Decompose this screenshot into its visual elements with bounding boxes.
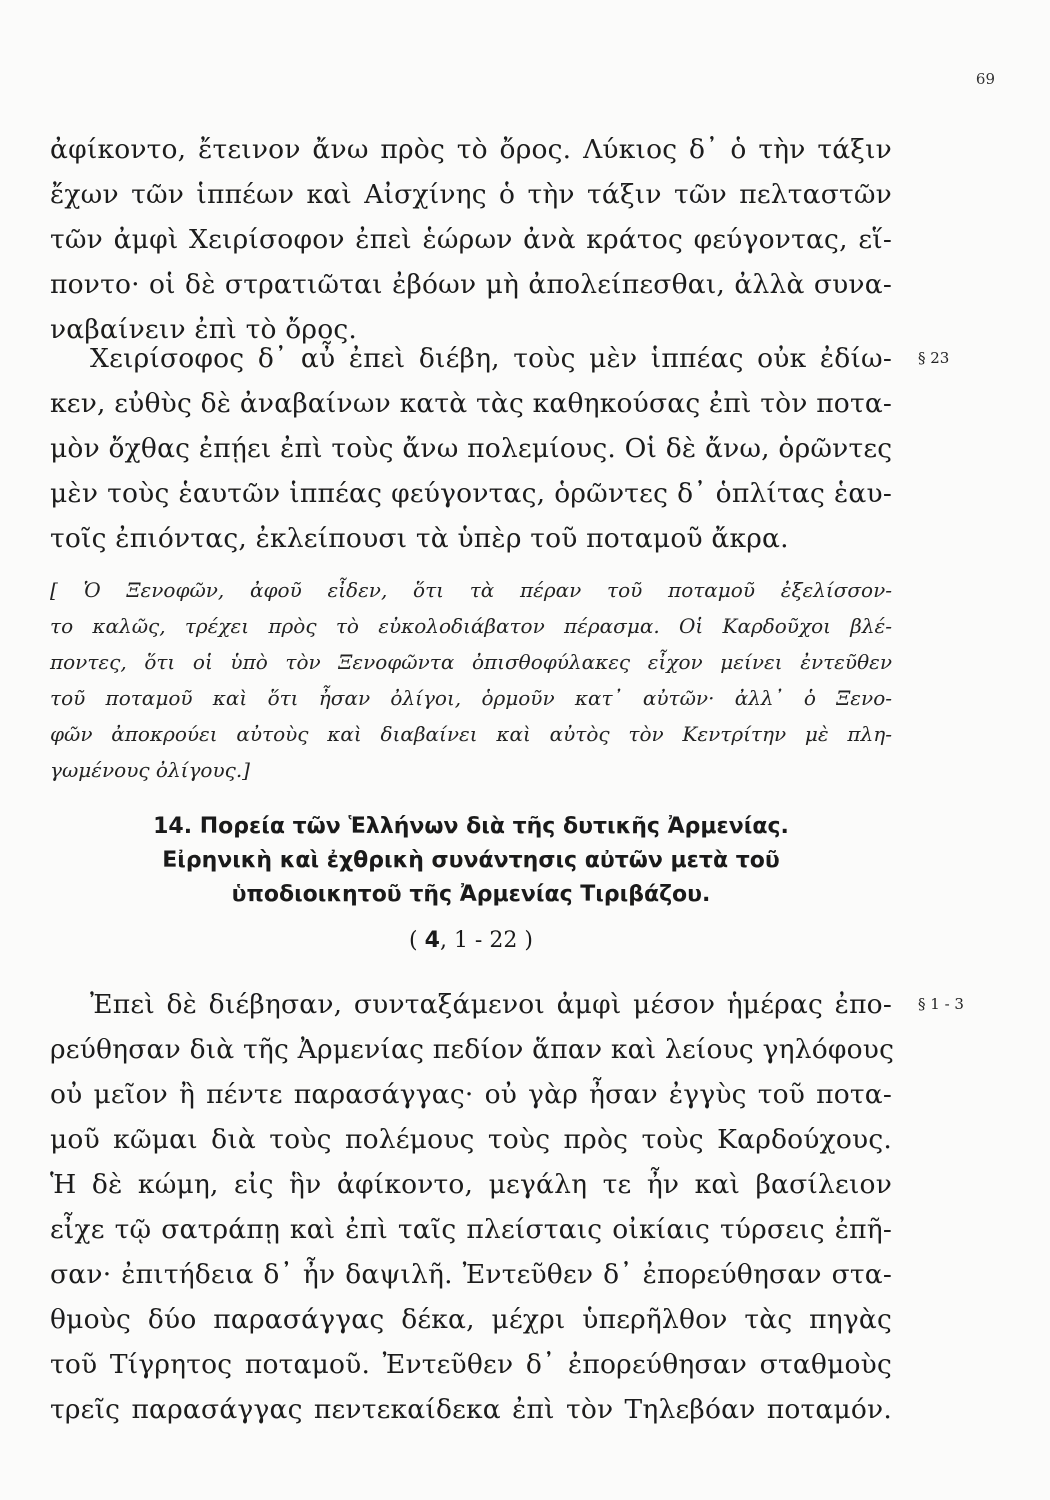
chapter-reference [50,928,892,953]
reference-range: , 1 - 22 [439,928,518,953]
reference-book: 4 [424,928,440,953]
text-line: εἶχε τῷ σατράπῃ καὶ ἐπὶ ταῖς πλείσταις οἰκίαις τύρσεις ἐπῆ- [50,1214,892,1245]
page-number: 69 [975,70,995,88]
text-line: τρεῖς παρασάγγας πεντεκαίδεκα ἐπὶ τὸν Τηλεβόαν ποταμόν. [50,1394,892,1425]
text-line: τοῦ Τίγρητος ποταμοῦ. Ἐντεῦθεν δ᾽ ἐπορεύθησαν σταθμοὺς [50,1349,892,1380]
text-line: τοῖς ἐπιόντας, ἐκλείπουσι τὰ ὑπὲρ τοῦ ποταμοῦ ἄκρα. [50,523,789,554]
section-marginal-1-3: § 1 - 3 [918,995,964,1013]
heading-line: ὑποδιοικητοῦ τῆς Ἀρμενίας Τιριβάζου. [231,882,711,907]
text-line: μοῦ κῶμαι διὰ τοὺς πολέμους τοὺς πρὸς τοὺς Καρδούχους. [50,1124,892,1155]
text-line: τῶν ἀμφὶ Χειρίσοφον ἐπεὶ ἑώρων ἀνὰ κράτος φεύγοντας, εἵ- [50,224,892,255]
text-line: ποντο· οἱ δὲ στρατιῶται ἐβόων μὴ ἀπολείπεσθαι, ἀλλὰ συνα- [50,269,892,300]
heading-line: 14. Πορεία τῶν Ἑλλήνων διὰ τῆς δυτικῆς Ἀρμενίας. [153,814,789,839]
text-line: ναβαίνειν ἐπὶ τὸ ὄρος. [50,314,358,345]
note-line: το καλῶς, τρέχει πρὸς τὸ εὐκολοδιάβατον πέρασμα. Οἱ Καρδοῦχοι βλέ- [50,614,892,638]
heading-line: Εἰρηνικὴ καὶ ἐχθρικὴ συνάντησις αὐτῶν μετὰ τοῦ [162,848,780,873]
text-line: Χειρίσοφος δ᾽ αὖ ἐπεὶ διέβη, τοὺς μὲν ἱππέας οὐκ ἐδίω- [90,343,892,374]
summary-note [50,572,892,788]
paragraph-2 [50,336,892,561]
text-line: οὐ μεῖον ἢ πέντε παρασάγγας· οὐ γὰρ ἦσαν ἐγγὺς τοῦ ποτα- [50,1079,892,1110]
text-line: θμοὺς δύο παρασάγγας δέκα, μέχρι ὑπερῆλθον τὰς πηγὰς [50,1304,892,1335]
reference-close: ) [524,928,533,953]
text-line: κεν, εὐθὺς δὲ ἀναβαίνων κατὰ τὰς καθηκούσας ἐπὶ τὸν ποτα- [50,388,893,419]
chapter-heading [50,810,892,912]
text-line: ἀφίκοντο, ἔτεινον ἄνω πρὸς τὸ ὄρος. Λύκιος δ᾽ ὁ τὴν τάξιν [50,134,892,165]
note-line: φῶν ἀποκρούει αὐτοὺς καὶ διαβαίνει καὶ αὐτὸς τὸν Κεντρίτην μὲ πλη- [50,722,892,746]
reference-open: ( [409,928,418,953]
section-marginal-23: § 23 [918,349,950,367]
text-line: ἔχων τῶν ἱππέων καὶ Αἰσχίνης ὁ τὴν τάξιν τῶν πελταστῶν [50,179,892,210]
text-line: Ἐπεὶ δὲ διέβησαν, συνταξάμενοι ἀμφὶ μέσον ἡμέρας ἐπο- [90,989,892,1020]
text-line: μὸν ὄχθας ἐπῄει ἐπὶ τοὺς ἄνω πολεμίους. Οἱ δὲ ἄνω, ὁρῶντες [50,433,893,464]
text-line: μὲν τοὺς ἑαυτῶν ἱππέας φεύγοντας, ὁρῶντες δ᾽ ὁπλίτας ἑαυ- [50,478,892,509]
note-line: τοῦ ποταμοῦ καὶ ὅτι ἦσαν ὀλίγοι, ὁρμοῦν κατ᾽ αὐτῶν· ἀλλ᾽ ὁ Ξενο- [50,686,892,710]
note-line: γωμένους ὀλίγους.] [50,758,250,782]
paragraph-3 [50,982,895,1432]
note-line: ποντες, ὅτι οἱ ὑπὸ τὸν Ξενοφῶντα ὀπισθοφύλακες εἶχον μείνει ἐντεῦθεν [50,650,892,674]
text-line: ρεύθησαν διὰ τῆς Ἀρμενίας πεδίον ἅπαν καὶ λείους γηλόφους [50,1034,895,1065]
note-line: [ Ὁ Ξενοφῶν, ἀφοῦ εἶδεν, ὅτι τὰ πέραν τοῦ ποταμοῦ ἐξελίσσον- [50,578,892,602]
text-line: Ἡ δὲ κώμη, εἰς ἣν ἀφίκοντο, μεγάλη τε ἦν καὶ βασίλειον [50,1169,892,1200]
paragraph-1 [50,127,892,352]
text-line: σαν· ἐπιτήδεια δ᾽ ἦν δαψιλῆ. Ἐντεῦθεν δ᾽ ἐπορεύθησαν στα- [50,1259,892,1290]
